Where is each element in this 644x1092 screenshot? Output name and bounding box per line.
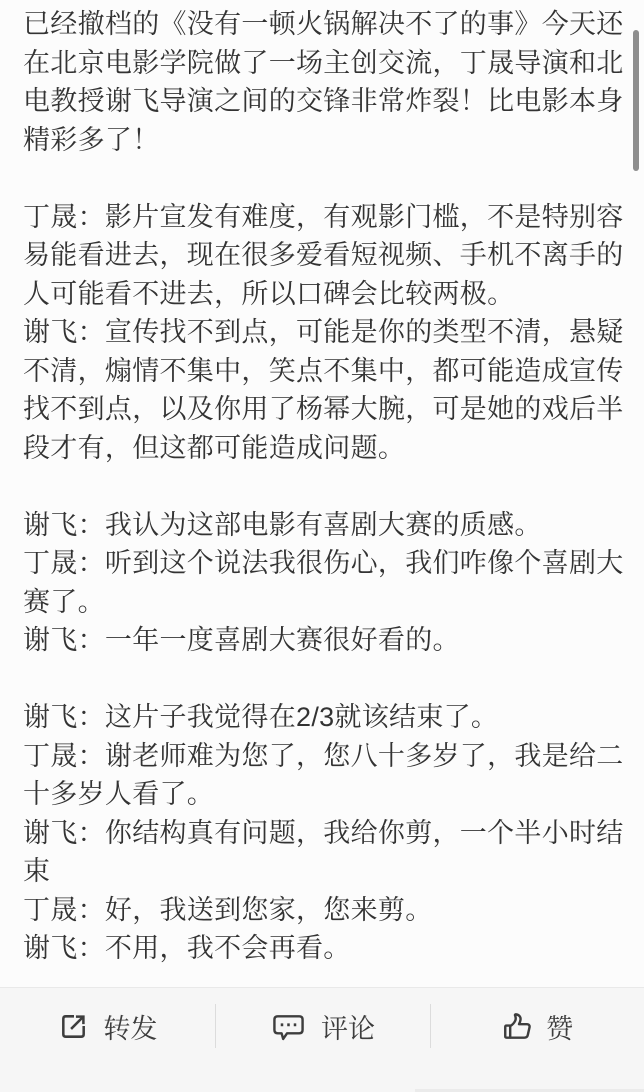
post-text <box>23 5 623 968</box>
text-line: 赛了。 <box>23 586 105 617</box>
text-line: 谢飞：这片子我觉得在2/3就该结束了。 <box>23 702 499 732</box>
text-line: 电教授谢飞导演之间的交锋非常炸裂！比电影本身 <box>23 86 624 116</box>
text-line: 谢飞：不用，我不会再看。 <box>23 933 351 963</box>
text-line: 精彩多了！ <box>23 124 160 155</box>
text-line: 找不到点，以及你用了杨幂大腕，可是她的戏后半 <box>23 394 624 424</box>
text-line: 十多岁人看了。 <box>23 779 215 809</box>
button-divider <box>215 1004 216 1048</box>
comment-button[interactable] <box>215 1002 430 1050</box>
text-line: 已经撤档的《没有一顿火锅解决不了的事》今天还 <box>23 9 624 39</box>
text-line: 易能看进去，现在很多爱看短视频、手机不离手的 <box>23 240 624 270</box>
share-icon <box>57 1010 90 1043</box>
repost-label: 转发 <box>103 1013 158 1044</box>
text-line-blank <box>23 467 623 506</box>
text-line: 丁晟：影片宣发有难度，有观影门槛，不是特别容 <box>23 201 624 232</box>
text-line: 段才有，但这都可能造成问题。 <box>23 432 406 463</box>
text-line-blank <box>23 660 623 699</box>
like-button[interactable] <box>429 1002 644 1050</box>
text-line: 谢飞：一年一度喜剧大赛很好看的。 <box>23 625 460 655</box>
action-bar <box>0 987 644 1092</box>
text-line: 丁晟：谢老师难为您了，您八十多岁了，我是给二 <box>23 740 624 771</box>
text-line: 谢飞：我认为这部电影有喜剧大赛的质感。 <box>23 509 542 540</box>
like-label: 赞 <box>546 1013 574 1044</box>
text-line: 丁晟：好，我送到您家，您来剪。 <box>23 894 433 925</box>
button-divider <box>430 1004 431 1048</box>
scrollbar[interactable] <box>633 30 639 171</box>
text-line: 束 <box>23 856 51 886</box>
text-line: 人可能看不进去，所以口碑会比较两极。 <box>23 278 515 309</box>
text-line: 丁晟：听到这个说法我很伤心，我们咋像个喜剧大 <box>23 548 624 578</box>
text-line: 谢飞：你结构真有问题，我给你剪，一个半小时结 <box>23 817 624 848</box>
comment-label: 评论 <box>321 1013 375 1044</box>
text-line-blank <box>23 159 623 198</box>
repost-button[interactable] <box>0 1002 215 1050</box>
thumbs-up-icon <box>500 1010 533 1043</box>
comment-icon <box>269 1010 308 1043</box>
text-line: 在北京电影学院做了一场主创交流，丁晟导演和北 <box>23 47 624 78</box>
action-bar-row <box>0 1002 644 1050</box>
text-line: 不清，煽情不集中，笑点不集中，都可能造成宣传 <box>23 355 624 386</box>
text-line: 谢飞：宣传找不到点，可能是你的类型不清，悬疑 <box>23 317 624 347</box>
